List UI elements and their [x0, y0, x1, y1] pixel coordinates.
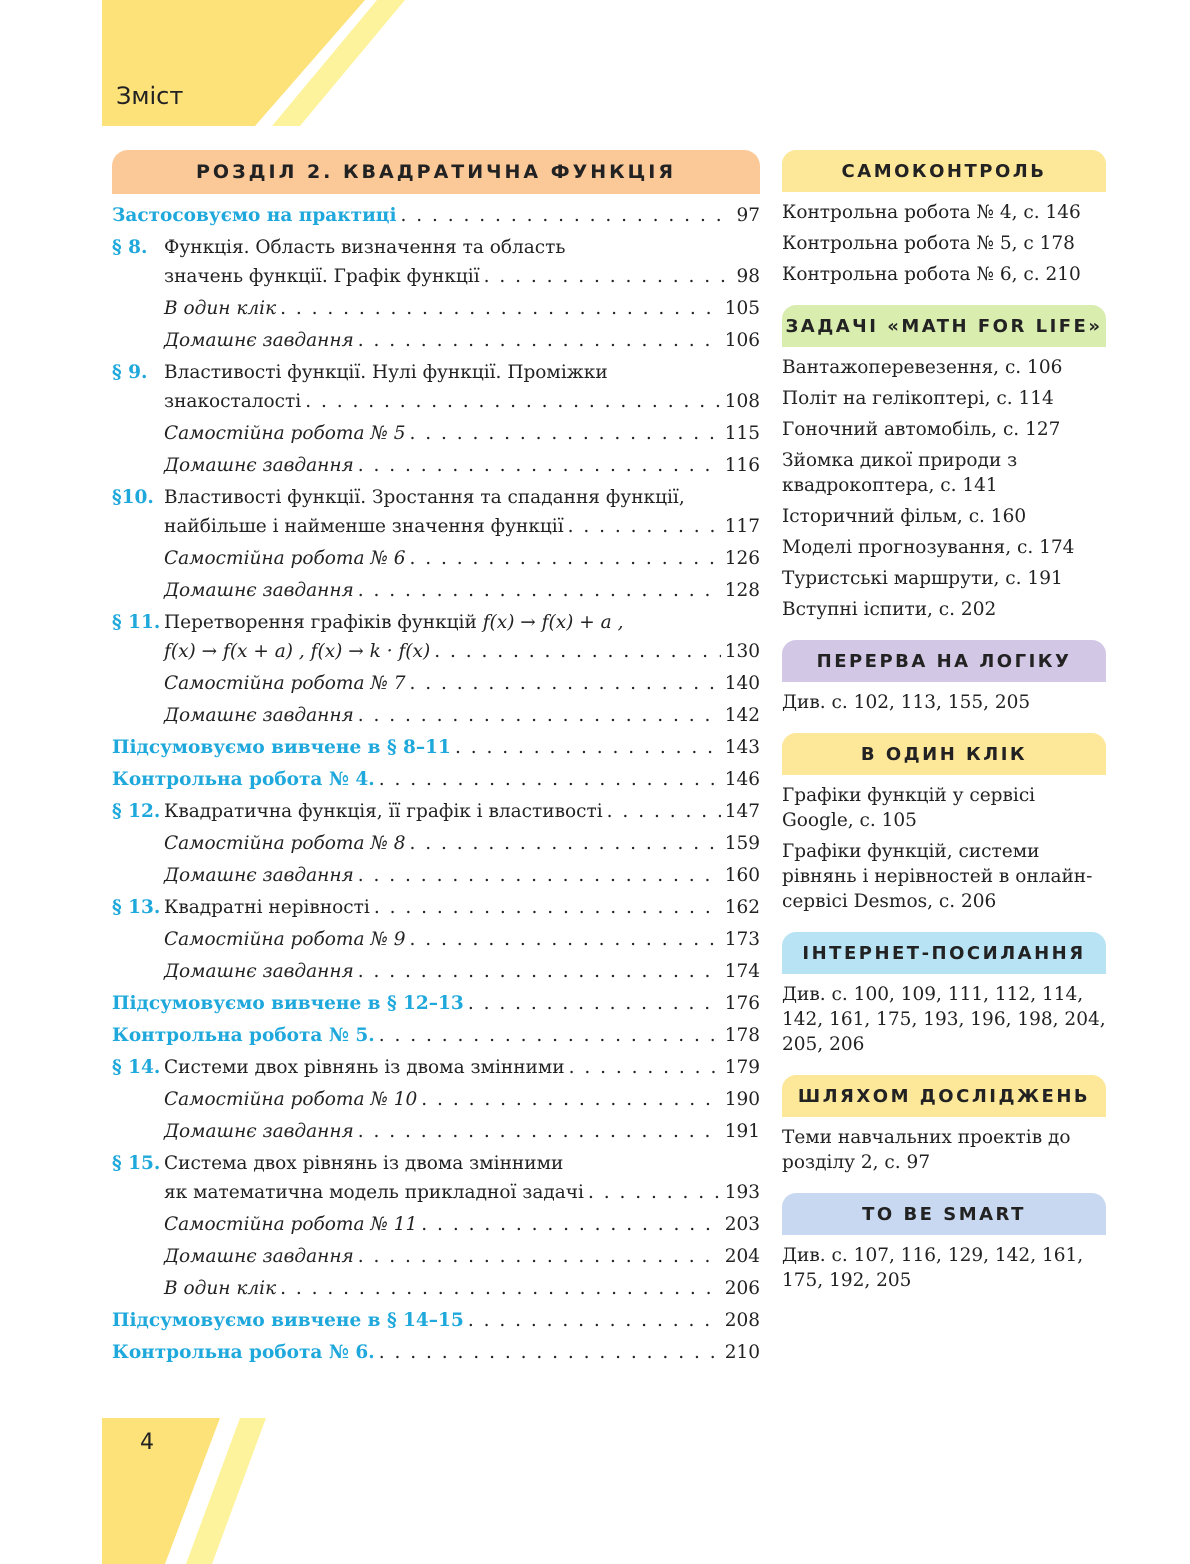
toc-entry[interactable]: Контрольна робота № 5. . . . 178	[112, 1021, 760, 1050]
table-of-contents	[112, 150, 760, 1370]
toc-entry[interactable]: Домашнє завдання . . . 142	[112, 701, 760, 730]
sidebar-item[interactable]: Теми навчальних проектів до розділу 2, с. 97	[782, 1127, 1071, 1173]
toc-entry[interactable]: В один клік . . . 105	[112, 294, 760, 323]
toc-entry[interactable]: Домашнє завдання . . . 106	[112, 326, 760, 355]
sidebar-header-math-for-life: ЗАДАЧІ «MATH FOR LIFE»	[782, 305, 1106, 347]
toc-entry[interactable]: Домашнє завдання . . . 204	[112, 1242, 760, 1271]
sidebar-item[interactable]: Див. с. 107, 116, 129, 142, 161, 175, 192, 205	[782, 1245, 1084, 1291]
sidebar-header-to-be-smart: TO BE SMART	[782, 1193, 1106, 1235]
sidebar-header-internet-links: ІНТЕРНЕТ-ПОСИЛАННЯ	[782, 932, 1106, 974]
sidebar-item[interactable]: Контрольна робота № 5, с 178	[782, 233, 1075, 254]
toc-entry[interactable]: § 9. Властивості функції. Нулі функції. Проміжки знакосталості . . . 108	[112, 358, 760, 416]
toc-entry[interactable]: Самостійна робота № 11 . . . 203	[112, 1210, 760, 1239]
toc-entry[interactable]: Домашнє завдання . . . 160	[112, 861, 760, 890]
toc-entry[interactable]: Домашнє завдання . . . 191	[112, 1117, 760, 1146]
paragraph-number: § 8.	[112, 237, 148, 258]
page-title: Зміст	[116, 82, 184, 110]
sidebar-item[interactable]: Зйомка дикої природи з квадрокоптера, с. 141	[782, 450, 1018, 496]
toc-entry[interactable]: Самостійна робота № 7 . . . 140	[112, 669, 760, 698]
sidebar-header-research: ШЛЯХОМ ДОСЛІДЖЕНЬ	[782, 1075, 1106, 1117]
toc-entry[interactable]: Самостійна робота № 8 . . . 159	[112, 829, 760, 858]
toc-entry[interactable]: Домашнє завдання . . . 116	[112, 451, 760, 480]
sidebar-item[interactable]: Історичний фільм, с. 160	[782, 506, 1027, 527]
sidebar-item[interactable]: Моделі прогнозування, с. 174	[782, 537, 1075, 558]
toc-entry[interactable]: Підсумовуємо вивчене в § 8–11 . . . 143	[112, 733, 760, 762]
sidebar-list-logic-break	[782, 690, 1106, 715]
paragraph-number: § 12.	[112, 801, 161, 822]
toc-entry[interactable]: Контрольна робота № 6. . . . 210	[112, 1338, 760, 1367]
sidebar-item[interactable]: Вантажоперевезення, с. 106	[782, 357, 1063, 378]
sidebar-item[interactable]: Графіки функцій, системи рівнянь і нерівностей в онлайн-сервісі Desmos, с. 206	[782, 841, 1093, 912]
toc-entry[interactable]: Підсумовуємо вивчене в § 12–13 . . . 176	[112, 989, 760, 1018]
toc-entry[interactable]: Самостійна робота № 6 . . . 126	[112, 544, 760, 573]
toc-entry[interactable]: §10. Властивості функції. Зростання та спадання функції, найбільше і найменше значення функції . . . 117	[112, 483, 760, 541]
toc-entry[interactable]: § 12. Квадратична функція, її графік і властивості . . . 147	[112, 797, 760, 826]
sidebar-list-research	[782, 1125, 1106, 1175]
sidebar-list-self-control	[782, 200, 1106, 287]
toc-entry[interactable]: Контрольна робота № 4. . . . 146	[112, 765, 760, 794]
sidebar-item[interactable]: Гоночний автомобіль, с. 127	[782, 419, 1061, 440]
section-title: РОЗДІЛ 2. КВАДРАТИЧНА ФУНКЦІЯ	[112, 150, 760, 194]
sidebar-list-one-click	[782, 783, 1106, 914]
toc-entry[interactable]: § 11. Перетворення графіків функцій f(x) → f(x) + a , f(x) → f(x + a) , f(x) → k · f(x) . . . 130	[112, 608, 760, 666]
toc-entry[interactable]: Підсумовуємо вивчене в § 14–15 . . . 208	[112, 1306, 760, 1335]
header-decoration	[0, 0, 420, 126]
sidebar-item[interactable]: Політ на гелікоптері, с. 114	[782, 388, 1054, 409]
paragraph-number: §10.	[112, 487, 154, 508]
sidebar-item[interactable]: Див. с. 100, 109, 111, 112, 114, 142, 161, 175, 193, 196, 198, 204, 205, 206	[782, 984, 1106, 1055]
sidebar-item[interactable]: Туристські маршрути, с. 191	[782, 568, 1063, 589]
toc-entry[interactable]: Самостійна робота № 10 . . . 190	[112, 1085, 760, 1114]
sidebar-item[interactable]: Контрольна робота № 4, с. 146	[782, 202, 1081, 223]
paragraph-number: § 13.	[112, 897, 161, 918]
sidebar-item[interactable]: Графіки функцій у сервісі Google, с. 105	[782, 785, 1036, 831]
sidebar-list-math-for-life	[782, 355, 1106, 622]
toc-entry[interactable]: § 15. Система двох рівнянь із двома змінними як математична модель прикладної задачі . . . 193	[112, 1149, 760, 1207]
sidebar-list-to-be-smart	[782, 1243, 1106, 1293]
sidebar-header-one-click: В ОДИН КЛІК	[782, 733, 1106, 775]
toc-entry[interactable]: Самостійна робота № 9 . . . 173	[112, 925, 760, 954]
toc-entry[interactable]: Домашнє завдання . . . 174	[112, 957, 760, 986]
sidebar-item[interactable]: Вступні іспити, с. 202	[782, 599, 997, 620]
sidebar-item[interactable]: Див. с. 102, 113, 155, 205	[782, 692, 1031, 713]
sidebar	[782, 150, 1106, 1311]
paragraph-number: § 15.	[112, 1153, 161, 1174]
toc-entry[interactable]: Домашнє завдання . . . 128	[112, 576, 760, 605]
formula: f(x) → f(x + a) , f(x) → k · f(x)	[164, 641, 431, 662]
toc-entry[interactable]: § 14. Системи двох рівнянь із двома змінними . . . 179	[112, 1053, 760, 1082]
toc-entry[interactable]: § 13. Квадратні нерівності . . . 162	[112, 893, 760, 922]
paragraph-number: § 9.	[112, 362, 148, 383]
sidebar-list-internet-links	[782, 982, 1106, 1057]
toc-entry[interactable]: Самостійна робота № 5 . . . 115	[112, 419, 760, 448]
toc-entry[interactable]: § 8. Функція. Область визначення та область значень функції. Графік функції . . . 98	[112, 233, 760, 291]
paragraph-number: § 14.	[112, 1057, 161, 1078]
sidebar-header-self-control: САМОКОНТРОЛЬ	[782, 150, 1106, 192]
toc-entry[interactable]: Застосовуємо на практиці . . . 97	[112, 201, 760, 230]
formula: f(x) → f(x) + a ,	[482, 612, 624, 633]
sidebar-header-logic-break: ПЕРЕРВА НА ЛОГІКУ	[782, 640, 1106, 682]
paragraph-number: § 11.	[112, 612, 161, 633]
sidebar-item[interactable]: Контрольна робота № 6, с. 210	[782, 264, 1081, 285]
toc-entry[interactable]: В один клік . . . 206	[112, 1274, 760, 1303]
page-number: 4	[140, 1430, 154, 1455]
